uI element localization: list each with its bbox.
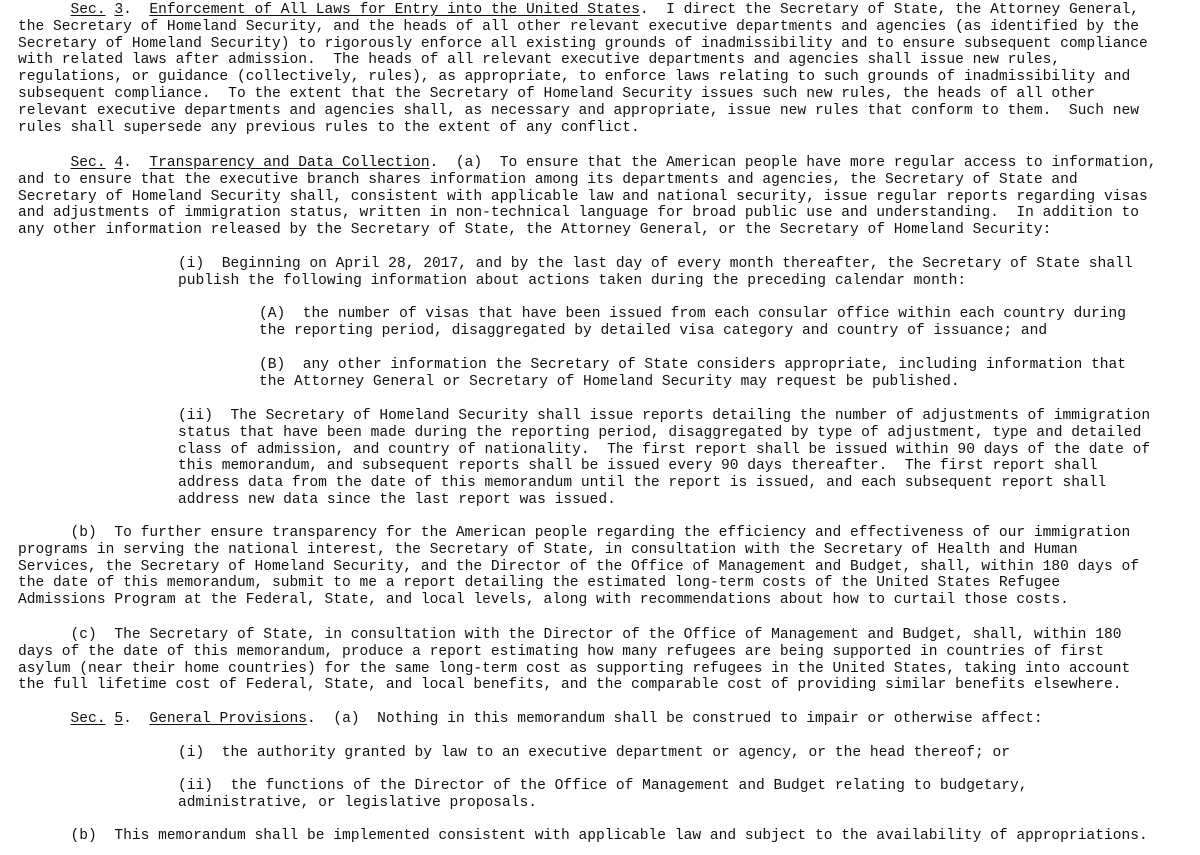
section-label: Sec.	[70, 711, 106, 727]
item-c-paragraph	[18, 627, 1130, 694]
text-line: Secretary of Homeland Security) to rigorously enforce all existing grounds of inadmissibility and to ensure subsequent compliance	[18, 35, 1148, 52]
text-line: asylum (near their home countries) for the same long-term cost as supporting refugees in the United States, taking into account	[18, 660, 1131, 677]
text-line: address data from the date of this memorandum until the report is issued, and each subsequent report shall	[178, 475, 1107, 492]
text-line: (b) This memorandum shall be implemented consistent with applicable law and subject to the availability of appropriations.	[18, 828, 1148, 844]
text-line: (ii) the functions of the Director of the Office of Management and Budget relating to budgetary,	[178, 778, 1028, 794]
text-line: the reporting period, disaggregated by detailed visa category and country of issuance; and	[259, 322, 1048, 339]
section-5-heading-line: Sec. 5. General Provisions. (a) Nothing in this memorandum shall be construed to impair or otherwise affect:	[70, 711, 1043, 727]
section-heading: General Provisions	[149, 711, 308, 727]
text-line: relevant executive departments and agencies shall, as necessary and appropriate, issue new rules that conform to them. Such new	[18, 102, 1139, 119]
text-line: (i) Beginning on April 28, 2017, and by the last day of every month thereafter, the Secretary of State shall	[178, 256, 1133, 272]
text-line: days of the date of this memorandum, produce a report estimating how many refugees are being supported in countries of first	[18, 643, 1104, 660]
section-heading: Enforcement of All Laws for Entry into the United States	[149, 2, 640, 18]
section-label: Sec.	[70, 155, 106, 171]
sec5-item-b-paragraph	[18, 828, 1148, 845]
text-line: programs in serving the national interest, the Secretary of State, in consultation with the Secretary of Health and Human	[18, 541, 1078, 558]
text-line: (ii) The Secretary of Homeland Security shall issue reports detailing the number of adjustments of immigration	[178, 408, 1151, 424]
text-line: Secretary of Homeland Security shall, consistent with applicable law and national security, issue regular reports regarding visas	[18, 188, 1148, 205]
text-line: this memorandum, and subsequent reports shall be issued every 90 days thereafter. The first report shall	[178, 458, 1098, 475]
section-number: 3	[114, 2, 124, 18]
sec5-item-ii-paragraph	[178, 778, 1028, 812]
text-line: I direct the Secretary of State, the Attorney General,	[648, 2, 1140, 18]
text-line: any other information released by the Secretary of State, the Attorney General, or the Secretary of Homeland Security:	[18, 222, 1052, 239]
text-line: address new data since the last report was issued.	[178, 491, 616, 508]
item-i-paragraph	[178, 256, 1133, 290]
text-line: (B) any other information the Secretary of State considers appropriate, including information that	[259, 357, 1127, 373]
text-line: Services, the Secretary of Homeland Security, and the Director of the Office of Management and Budget, shall, within 180 days of	[18, 558, 1139, 575]
text-line: (a) To ensure that the American people have more regular access to information,	[438, 155, 1157, 171]
item-A-paragraph	[259, 306, 1126, 340]
text-line: (c) The Secretary of State, in consultation with the Director of the Office of Management and Budget, shall, within 180	[18, 627, 1122, 643]
text-line: the Attorney General or Secretary of Homeland Security may request be published.	[259, 373, 960, 390]
text-line: regulations, or guidance (collectively, rules), as appropriate, to enforce laws relating to such grounds of inadmissibility and	[18, 69, 1131, 86]
item-b-paragraph	[18, 525, 1139, 609]
section-4-paragraph	[18, 155, 1157, 239]
text-line: (i) the authority granted by law to an executive department or agency, or the head thereof; or	[178, 745, 1010, 761]
text-line: Admissions Program at the Federal, State, and local levels, along with recommendations about how to curtail those costs.	[18, 592, 1069, 609]
text-line: the full lifetime cost of Federal, State, and local benefits, and the comparable cost of providing similar benefits elsewhere.	[18, 677, 1122, 694]
text-line: rules shall supersede any previous rules to the extent of any conflict.	[18, 119, 640, 136]
section-heading: Transparency and Data Collection	[149, 155, 430, 171]
section-3-heading-line: Sec. 3. Enforcement of All Laws for Entry into the United States. I direct the Secretary of State, the Attorney General,	[70, 2, 1140, 18]
text-line: publish the following information about actions taken during the preceding calendar month:	[178, 272, 967, 289]
section-3-paragraph	[18, 2, 1148, 136]
text-line: subsequent compliance. To the extent that the Secretary of Homeland Security issues such new rules, the heads of all other	[18, 85, 1096, 102]
text-line: (A) the number of visas that have been issued from each consular office within each country during	[259, 306, 1127, 322]
text-line: administrative, or legislative proposals.	[178, 794, 538, 811]
text-line: with related laws after admission. The heads of all relevant executive departments and agencies shall issue new rules,	[18, 52, 1061, 69]
section-number: 4	[114, 155, 124, 171]
sec5-item-i-paragraph	[178, 745, 1010, 762]
text-line: and to ensure that the executive branch shares information among its departments and agencies, the Secretary of State and	[18, 171, 1078, 188]
text-line: (a) Nothing in this memorandum shall be construed to impair or otherwise affect:	[315, 711, 1043, 727]
text-line: and adjustments of immigration status, written in non-technical language for broad public use and understanding. In addition to	[18, 205, 1139, 222]
section-label: Sec.	[70, 2, 106, 18]
text-line: the date of this memorandum, submit to me a report detailing the estimated long-term costs of the United States Refugee	[18, 575, 1061, 592]
item-B-paragraph	[259, 357, 1126, 391]
section-5-paragraph	[18, 711, 1043, 728]
text-line: status that have been made during the reporting period, disaggregated by type of adjustment, type and detailed	[178, 424, 1142, 441]
section-number: 5	[114, 711, 124, 727]
text-line: class of admission, and country of nationality. The first report shall be issued within 90 days of the date of	[178, 441, 1151, 458]
text-line: the Secretary of Homeland Security, and the heads of all other relevant executive departments and agencies (as identified by the	[18, 18, 1139, 35]
text-line: (b) To further ensure transparency for the American people regarding the efficiency and effectiveness of our immigration	[18, 525, 1131, 541]
item-ii-paragraph	[178, 408, 1150, 509]
section-4-heading-line: Sec. 4. Transparency and Data Collection. (a) To ensure that the American people have more regular access to information,	[70, 155, 1157, 171]
